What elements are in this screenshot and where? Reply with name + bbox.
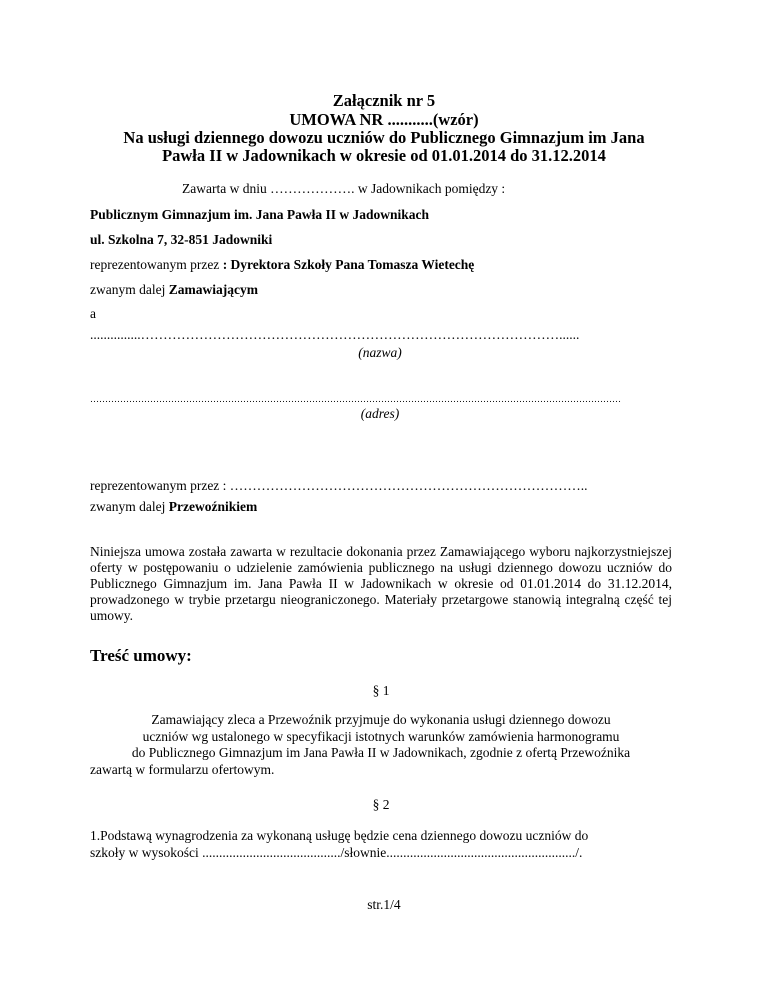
- section-2-line-2: szkoły w wysokości ........................................./słownie......................................................../.: [90, 845, 583, 860]
- school-name: Publicznym Gimnazjum im. Jana Pawła II w Jadownikach: [90, 207, 430, 222]
- contract-number-title: UMOWA NR ...........(wzór): [289, 110, 479, 129]
- school-address: ul. Szkolna 7, 32-851 Jadowniki: [90, 232, 273, 247]
- called-ordering-party-name: Zamawiającym: [168, 282, 258, 297]
- annex-title: Załącznik nr 5: [332, 91, 436, 110]
- called-carrier-line: [90, 499, 257, 515]
- page-number: str.1/4: [367, 897, 401, 912]
- section-1-line-2: uczniów wg ustalonego w specyfikacji istotnych warunków zamówienia harmonogramu: [142, 729, 620, 744]
- section-2-line-1: 1.Podstawą wynagrodzenia za wykonaną usługę będzie cena dziennego dowozu uczniów do: [90, 828, 589, 843]
- carrier-name-dots: ...............…………………………………………………………………………………......: [90, 327, 580, 342]
- represented-by-line: [90, 257, 474, 273]
- contents-title: Treść umowy:: [90, 646, 192, 665]
- preamble-paragraph: Niniejsza umowa została zawarta w rezultacie dokonania przez Zamawiającego wyboru najkorzystniejszej oferty w postępowaniu o udzielenie zamówienia publicznego na usługi dziennego dowozu uczniów do Publicznego Gimnazjum im. Jana Pawła II w Jadownikach w okresie od 01.01.2014 do 31.12.2014, prowadzonego w trybie przetargu nieograniczonego. Materiały przetargowe stanowią integralną część tej umowy.: [90, 544, 672, 623]
- contract-subject-line-2: Pawła II w Jadownikach w okresie od 01.01.2014 do 31.12.2014: [162, 146, 606, 165]
- called-ordering-party-line: [90, 282, 258, 298]
- called-prefix: zwanym dalej: [90, 282, 169, 297]
- called-carrier-name: Przewoźnikiem: [168, 499, 258, 514]
- concluded-on-line: Zawarta w dniu ………………. w Jadownikach pomiędzy :: [182, 181, 506, 196]
- section-1-line-1: Zamawiający zleca a Przewoźnik przyjmuje do wykonania usługi dziennego dowozu: [151, 712, 611, 727]
- carrier-represented-line: reprezentowanym przez : ……………………………………………………………………..: [90, 478, 588, 493]
- contract-subject-line-1: Na usługi dziennego dowozu uczniów do Publicznego Gimnazjum im Jana: [123, 128, 645, 147]
- section-2-mark: § 2: [372, 797, 390, 812]
- carrier-address-dots: ……………………………………………………………………………………………………………………………………………………………: [90, 394, 621, 404]
- called-carrier-prefix: zwanym dalej: [90, 499, 169, 514]
- section-1-line-4: zawartą w formularzu ofertowym.: [90, 762, 275, 777]
- carrier-address-label: (adres): [360, 406, 400, 421]
- section-1-line-3: do Publicznego Gimnazjum im Jana Pawła II w Jadownikach, zgodnie z ofertą Przewoźnika: [131, 745, 631, 760]
- represented-prefix: reprezentowanym przez: [90, 257, 223, 272]
- conjunction: a: [90, 306, 96, 321]
- section-1-mark: § 1: [372, 683, 390, 698]
- represented-by-name: : Dyrektora Szkoły Pana Tomasza Wietechę: [222, 257, 475, 272]
- carrier-name-label: (nazwa): [358, 345, 402, 360]
